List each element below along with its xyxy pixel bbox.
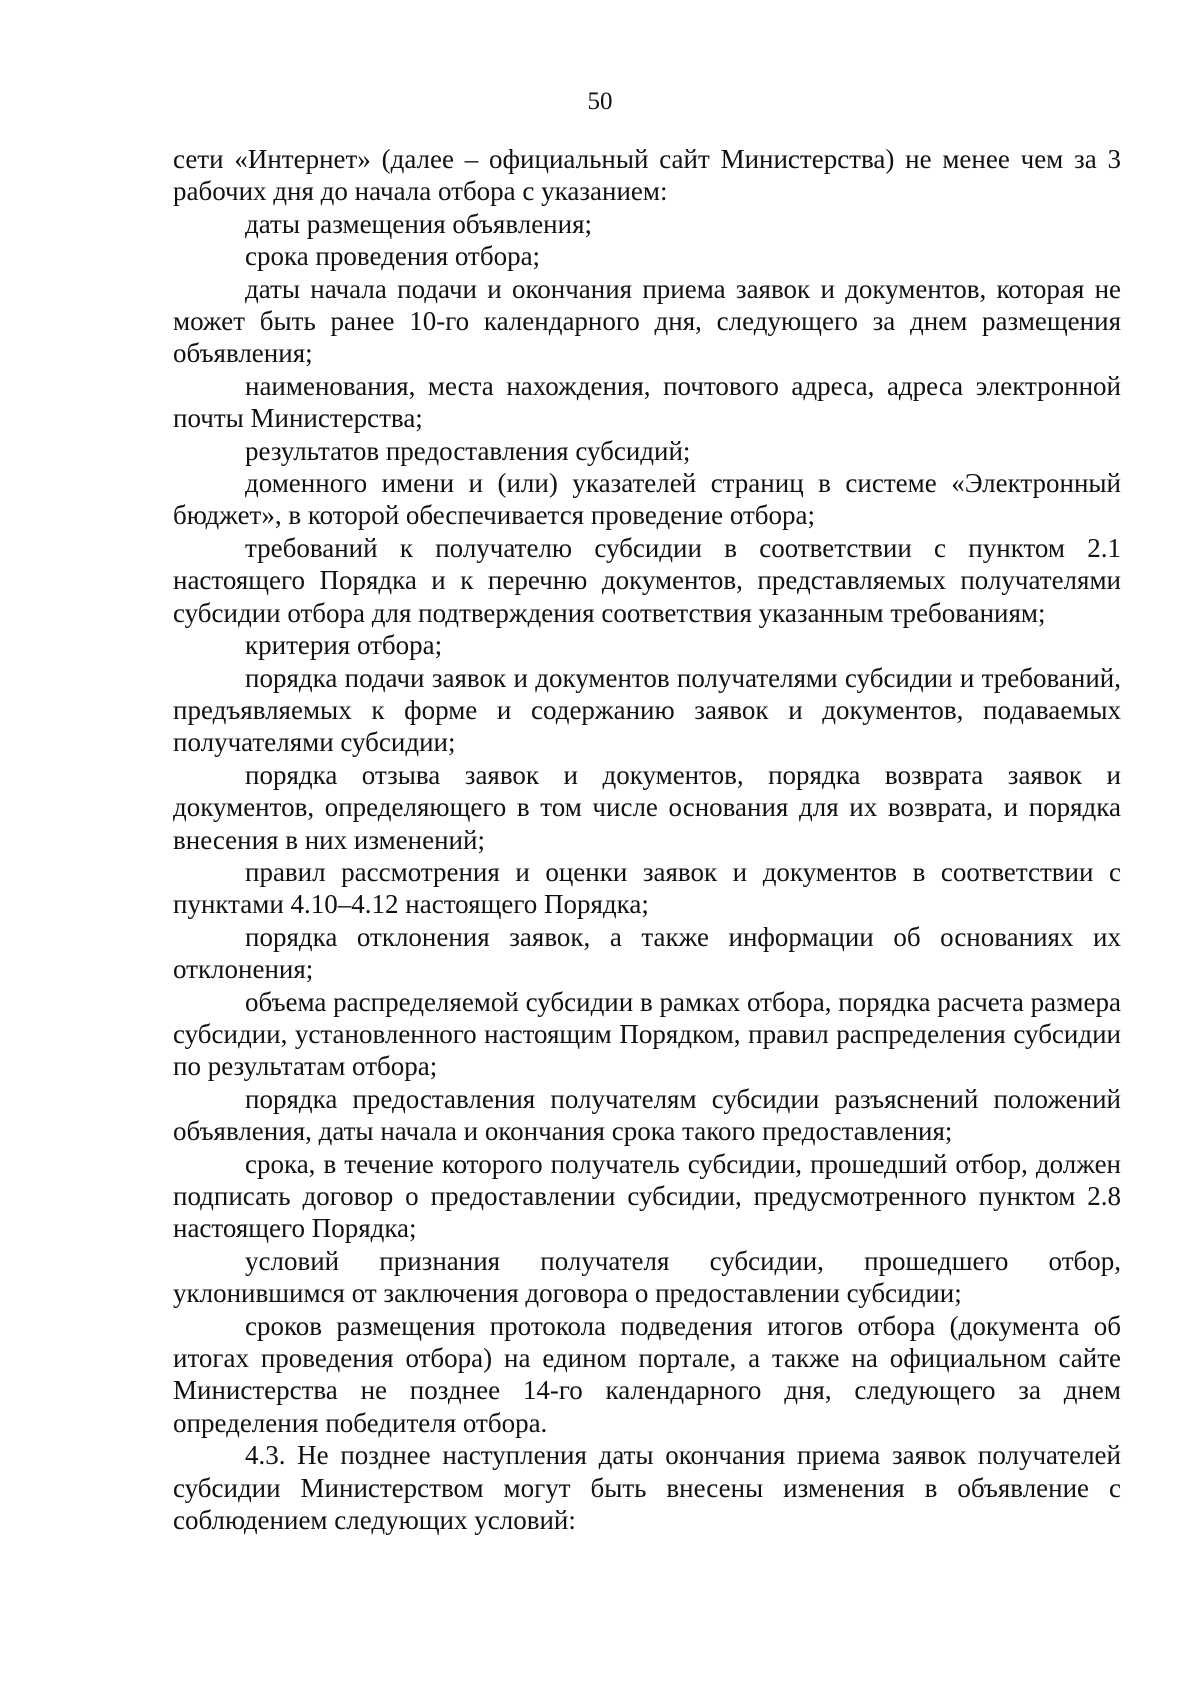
list-item-submission-procedure: порядка подачи заявок и документов получателями субсидии и требований, предъявляемых к форме и содержанию заявок и документов, подаваемых получателями субсидии;	[173, 662, 1121, 758]
document-body	[173, 143, 1121, 1536]
list-item-subsidy-volume: объема распределяемой субсидии в рамках отбора, порядка расчета размера субсидии, установленного настоящим Порядком, правил распределения субсидии по результатам отбора;	[173, 986, 1121, 1082]
list-item-application-dates: даты начала подачи и окончания приема заявок и документов, которая не может быть ранее 10-го календарного дня, следующего за днем размещения объявления;	[173, 273, 1121, 369]
list-item-recipient-requirements: требований к получателю субсидии в соответствии с пунктом 2.1 настоящего Порядка и к перечню документов, представляемых получателями субсидии отбора для подтверждения соответствия указанным требованиям;	[173, 532, 1121, 628]
list-item-withdrawal-procedure: порядка отзыва заявок и документов, порядка возврата заявок и документов, определяющего в том числе основания для их возврата, и порядка внесения в них изменений;	[173, 759, 1121, 855]
page-number: 50	[587, 88, 613, 115]
list-item-selection-period: срока проведения отбора;	[245, 241, 541, 272]
list-item-clarifications: порядка предоставления получателям субсидии разъяснений положений объявления, даты начала и окончания срока такого предоставления;	[173, 1083, 1121, 1147]
list-item-domain-name: доменного имени и (или) указателей страниц в системе «Электронный бюджет», в которой обеспечивается проведение отбора;	[173, 468, 1121, 531]
list-item-announcement-date: даты размещения объявления;	[245, 208, 593, 239]
list-item-evasion-conditions: условий признания получателя субсидии, прошедшего отбор, уклонившимся от заключения договора о предоставлении субсидии;	[173, 1245, 1121, 1309]
list-item-subsidy-results: результатов предоставления субсидий;	[245, 435, 691, 466]
list-item-selection-criterion: критерия отбора;	[245, 630, 443, 661]
list-item-rejection-procedure: порядка отклонения заявок, а также информации об основаниях их отклонения;	[173, 921, 1121, 985]
list-item-protocol-deadlines: сроков размещения протокола подведения итогов отбора (документа об итогах проведения отбора) на едином портале, а также на официальном сайте Министерства не позднее 14-го календарного дня, следующего за днем определения победителя отбора.	[173, 1310, 1121, 1438]
list-item-evaluation-rules: правил рассмотрения и оценки заявок и документов в соответствии с пунктами 4.10–4.12 настоящего Порядка;	[173, 856, 1121, 920]
section-4-3: 4.3. Не позднее наступления даты окончания приема заявок получателей субсидии Министерством могут быть внесены изменения в объявление с соблюдением следующих условий:	[173, 1440, 1121, 1536]
list-item-contract-deadline: срока, в течение которого получатель субсидии, прошедший отбор, должен подписать договор о предоставлении субсидии, предусмотренного пунктом 2.8 настоящего Порядка;	[173, 1148, 1121, 1244]
list-item-ministry-contacts: наименования, места нахождения, почтового адреса, адреса электронной почты Министерства;	[173, 370, 1121, 434]
paragraph-continuation: сети «Интернет» (далее – официальный сайт Министерства) не менее чем за 3 рабочих дня до начала отбора с указанием:	[173, 144, 1121, 207]
